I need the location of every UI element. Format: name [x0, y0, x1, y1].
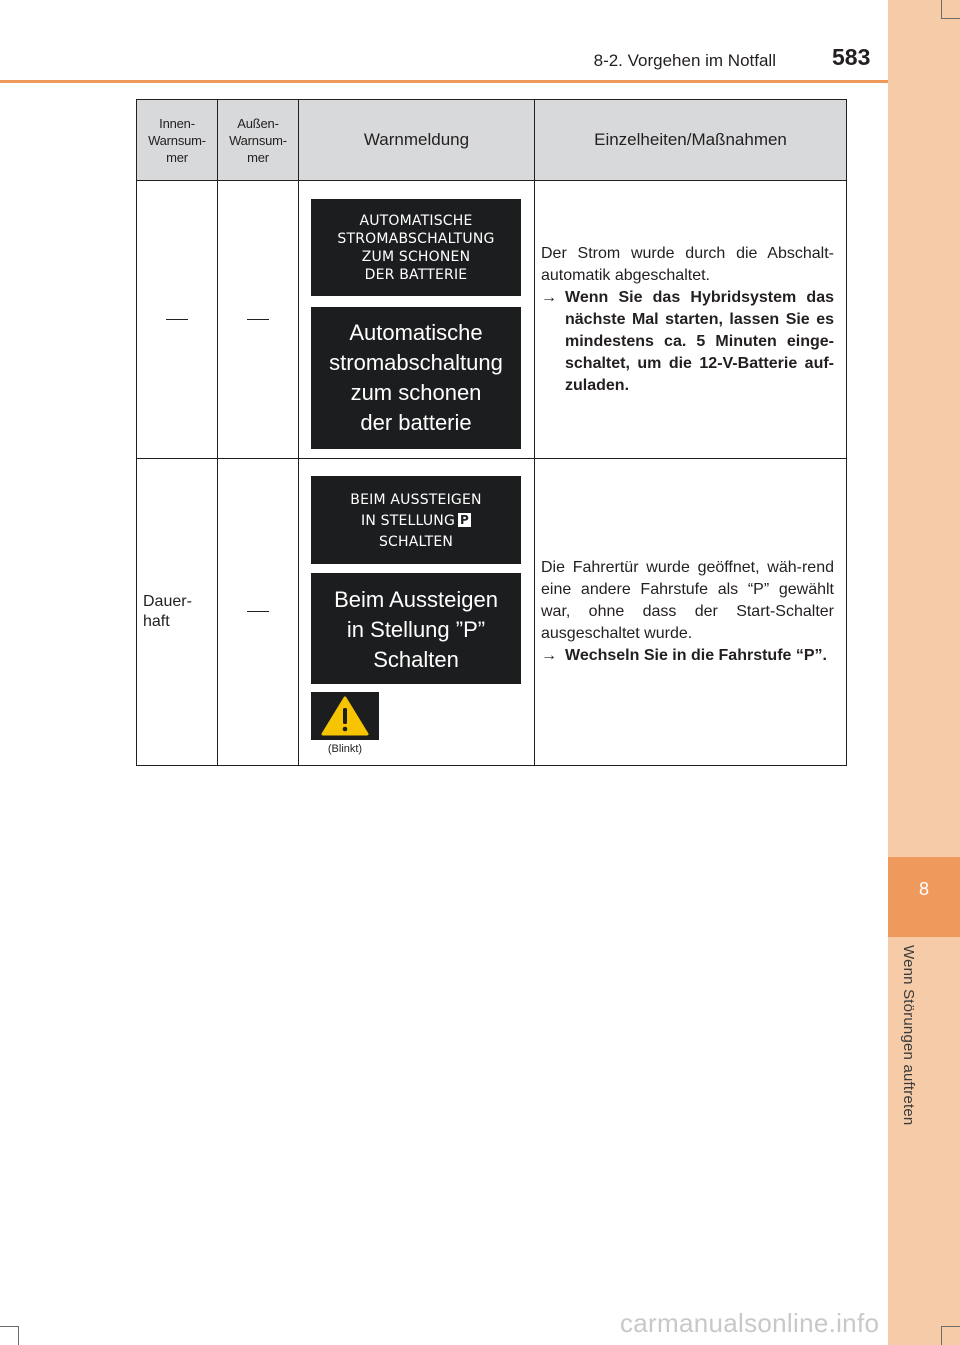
- action-item: [541, 287, 834, 397]
- chapter-number: 8: [918, 879, 929, 899]
- header-rule: [0, 80, 888, 83]
- crop-mark: [0, 1326, 18, 1327]
- column-header-inner-buzzer: [137, 100, 218, 181]
- crop-mark: [941, 0, 942, 18]
- icon-caption: (Blinkt): [327, 743, 363, 755]
- table-row: [137, 459, 847, 766]
- crop-mark: [941, 1326, 942, 1345]
- inner-buzzer-cell: [137, 181, 218, 459]
- crop-mark: [941, 18, 960, 19]
- detail-text: Der Strom wurde durch die Abschalt-automatik abgeschaltet.: [541, 244, 834, 284]
- detail-text: Die Fahrertür wurde geöffnet, wäh-rend eine andere Fahrstufe als “P” gewählt war, ohne dass der Start-Schalter ausgeschaltet wurde.: [541, 559, 834, 642]
- display-line: SCHALTEN: [378, 534, 454, 550]
- message-cell: [299, 459, 535, 766]
- message-cell: [299, 181, 535, 459]
- display-line: Schalten: [373, 647, 459, 672]
- display-line: DER BATTERIE: [364, 267, 468, 283]
- dash-mark: [166, 319, 188, 320]
- watermark-text: carmanualsonline.info: [620, 1308, 880, 1338]
- column-header-text: Außen- Warnsum- mer: [229, 115, 287, 165]
- crop-mark: [18, 1326, 19, 1345]
- display-line: STROMABSCHALTUNG: [337, 231, 495, 247]
- inner-buzzer-cell: [137, 459, 218, 766]
- display-message-caps: [311, 476, 521, 564]
- details-cell: [535, 181, 847, 459]
- column-header-text: Innen- Warnsum- mer: [148, 115, 206, 165]
- details-cell: [535, 459, 847, 766]
- display-message-mixed: [311, 573, 521, 684]
- dash-mark: [247, 611, 269, 612]
- outer-buzzer-cell: [218, 181, 299, 459]
- table-header-row: [137, 100, 847, 181]
- display-line: ZUM SCHONEN: [361, 249, 471, 265]
- arrow-icon: →: [541, 647, 557, 664]
- table-row: [137, 181, 847, 459]
- outer-buzzer-cell: [218, 459, 299, 766]
- crop-mark: [941, 1326, 960, 1327]
- display-line: der batterie: [360, 410, 472, 435]
- action-text: Wechseln Sie in die Fahrstufe “P”.: [565, 647, 827, 664]
- inner-buzzer-text: Dauer- haft: [143, 593, 192, 630]
- chapter-tab: [888, 857, 960, 937]
- display-line: Beim Aussteigen: [334, 587, 498, 612]
- page-number: 583: [832, 44, 871, 70]
- display-line: zum schonen: [350, 380, 482, 405]
- p-position-badge: P: [460, 513, 469, 527]
- dash-mark: [247, 319, 269, 320]
- section-title: 8-2. Vorgehen im Notfall: [593, 51, 776, 70]
- arrow-icon: →: [541, 288, 557, 306]
- display-line: [311, 511, 521, 532]
- display-line: AUTOMATISCHE: [359, 213, 473, 229]
- warning-table: [136, 99, 847, 766]
- warning-triangle-icon: [311, 692, 379, 740]
- column-header-outer-buzzer: [218, 100, 299, 181]
- warning-light-box: [311, 692, 379, 740]
- column-header-message: Warnmeldung: [299, 100, 535, 181]
- action-item: [541, 645, 834, 667]
- chapter-title: Wenn Störungen auftreten: [900, 945, 917, 1126]
- action-text: Wenn Sie das Hybridsystem das nächste Mal starten, lassen Sie es mindestens ca. 5 Minuten einge-schaltet, um die 12-V-Batterie auf-zuladen.: [565, 288, 834, 394]
- display-line: BEIM AUSSTEIGEN: [350, 492, 482, 508]
- display-message-caps: [311, 199, 521, 296]
- display-line-text: IN STELLUNG: [360, 513, 455, 529]
- display-line: Automatische: [349, 320, 483, 345]
- column-header-details: Einzelheiten/Maßnahmen: [535, 100, 847, 181]
- display-line: stromabschaltung: [329, 350, 503, 375]
- display-message-mixed: [311, 307, 521, 449]
- display-line: in Stellung ”P”: [346, 617, 486, 642]
